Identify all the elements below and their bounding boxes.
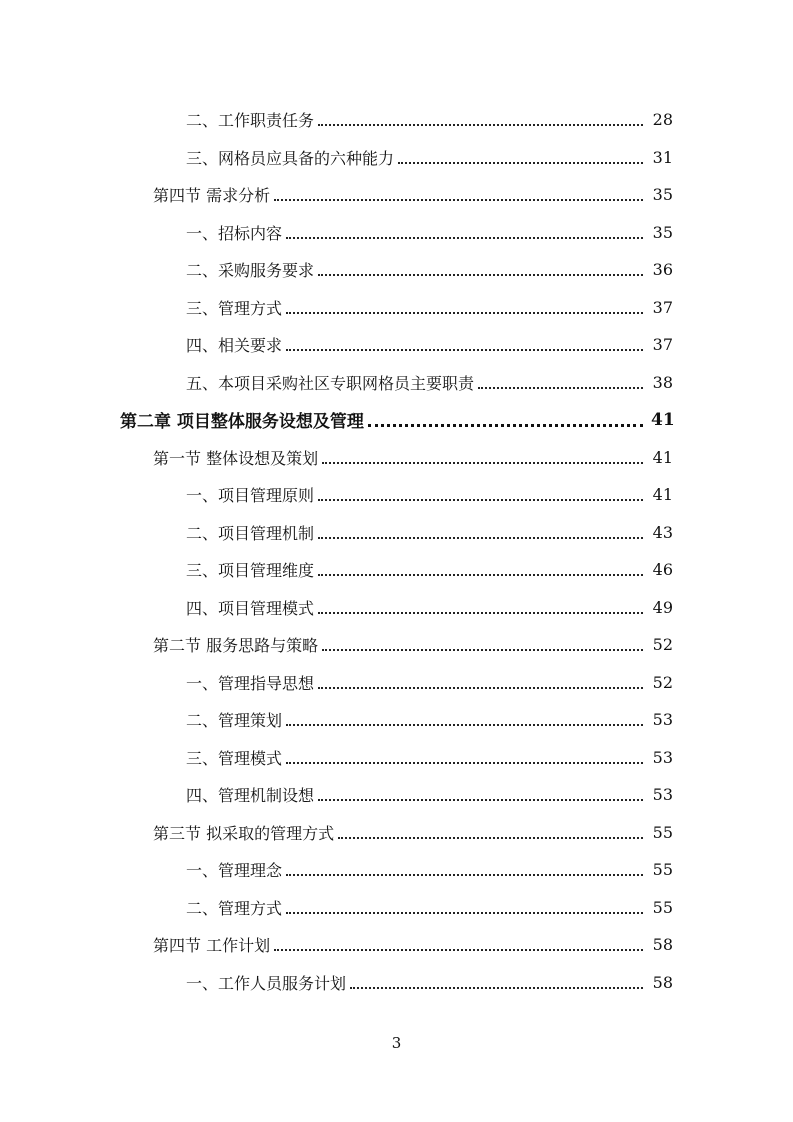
toc-entry-title: 第三节 拟采取的管理方式 [153, 823, 335, 843]
toc-entry-title: 二、管理策划 [186, 711, 283, 731]
toc-entry-title: 二、工作职责任务 [186, 111, 315, 131]
toc-entry[interactable] [0, 889, 793, 927]
toc-dot-leader [322, 461, 643, 464]
toc-dot-leader [318, 686, 643, 689]
toc-dot-leader [350, 986, 643, 989]
toc-entry-title: 三、项目管理维度 [186, 561, 315, 581]
toc-page-number: 31 [652, 147, 673, 167]
toc-page-number: 43 [652, 522, 673, 542]
toc-entry-title: 三、管理模式 [186, 748, 283, 768]
toc-entry[interactable] [0, 439, 793, 477]
toc-dot-leader [318, 611, 643, 614]
toc-entry-title: 第二节 服务思路与策略 [153, 636, 319, 656]
toc-page-number: 41 [652, 485, 673, 505]
toc-dot-leader [286, 873, 643, 876]
toc-page-number: 37 [652, 297, 673, 317]
toc-entry[interactable] [0, 251, 793, 289]
toc-entry-title: 一、项目管理原则 [186, 486, 315, 506]
toc-dot-leader [368, 423, 643, 427]
toc-dot-leader [286, 311, 643, 314]
toc-entry[interactable] [0, 551, 793, 589]
toc-dot-leader [274, 948, 643, 951]
toc-page-number: 41 [652, 447, 673, 467]
toc-entry-title: 四、项目管理模式 [186, 598, 315, 618]
toc-entry-title: 四、管理机制设想 [186, 786, 315, 806]
toc-page-number: 46 [652, 560, 673, 580]
toc-entry[interactable] [0, 176, 793, 214]
toc-page-number: 36 [652, 260, 673, 280]
toc-page-number: 49 [652, 597, 673, 617]
toc-dot-leader [286, 911, 643, 914]
toc-entry-title: 一、管理指导思想 [186, 673, 315, 693]
toc-page-number: 37 [652, 335, 673, 355]
toc-entry[interactable] [0, 626, 793, 664]
toc-entry[interactable] [0, 326, 793, 364]
toc-entry-title: 第二章 项目整体服务设想及管理 [120, 412, 364, 433]
toc-dot-leader [318, 273, 643, 276]
toc-entry-title: 二、采购服务要求 [186, 261, 315, 281]
toc-page-number: 52 [652, 635, 673, 655]
toc-entry[interactable] [0, 514, 793, 552]
toc-dot-leader [322, 648, 643, 651]
toc-entry-title: 一、工作人员服务计划 [186, 973, 347, 993]
toc-entry-title: 五、本项目采购社区专职网格员主要职责 [186, 373, 475, 393]
toc-entry-title: 三、网格员应具备的六种能力 [186, 148, 395, 168]
toc-entry[interactable] [0, 401, 793, 439]
toc-page-number: 35 [652, 222, 673, 242]
toc-dot-leader [286, 348, 643, 351]
toc-entry-title: 四、相关要求 [186, 336, 283, 356]
toc-entry[interactable] [0, 214, 793, 252]
toc-entry[interactable] [0, 776, 793, 814]
toc-entry-title: 二、管理方式 [186, 898, 283, 918]
toc-page-number: 55 [652, 897, 673, 917]
toc-entry[interactable] [0, 101, 793, 139]
toc-entry[interactable] [0, 289, 793, 327]
toc-entry-title: 第一节 整体设想及策划 [153, 448, 319, 468]
toc-entry[interactable] [0, 589, 793, 627]
toc-entry-title: 三、管理方式 [186, 298, 283, 318]
toc-page-number: 35 [652, 185, 673, 205]
toc-dot-leader [286, 236, 643, 239]
toc-entry[interactable] [0, 701, 793, 739]
toc-page-number: 52 [652, 672, 673, 692]
toc-entry-title: 一、招标内容 [186, 223, 283, 243]
toc-dot-leader [286, 723, 643, 726]
toc-entry-title: 一、管理理念 [186, 861, 283, 881]
toc-page-number: 58 [652, 972, 673, 992]
toc-dot-leader [478, 386, 643, 389]
toc-entry[interactable] [0, 814, 793, 852]
toc-page-number: 55 [652, 822, 673, 842]
toc-entry[interactable] [0, 851, 793, 889]
toc-dot-leader [338, 836, 643, 839]
toc-entry[interactable] [0, 364, 793, 402]
toc-dot-leader [318, 498, 643, 501]
toc-dot-leader [318, 123, 643, 126]
toc-page-number: 58 [652, 935, 673, 955]
toc-page-number: 41 [651, 409, 675, 430]
toc-entry[interactable] [0, 664, 793, 702]
toc-entry[interactable] [0, 139, 793, 177]
toc-dot-leader [398, 161, 643, 164]
table-of-contents [0, 101, 793, 1001]
toc-page-number: 53 [652, 747, 673, 767]
toc-entry[interactable] [0, 926, 793, 964]
toc-entry-title: 第四节 需求分析 [153, 186, 271, 206]
toc-entry-title: 二、项目管理机制 [186, 523, 315, 543]
toc-entry[interactable] [0, 964, 793, 1002]
toc-page-number: 53 [652, 785, 673, 805]
toc-page-number: 38 [652, 372, 673, 392]
toc-dot-leader [318, 536, 643, 539]
toc-dot-leader [286, 761, 643, 764]
toc-entry[interactable] [0, 739, 793, 777]
toc-entry[interactable] [0, 476, 793, 514]
toc-dot-leader [274, 198, 643, 201]
toc-page-number: 28 [652, 110, 673, 130]
toc-dot-leader [318, 798, 643, 801]
toc-dot-leader [318, 573, 643, 576]
toc-page-number: 55 [652, 860, 673, 880]
page-number: 3 [391, 1034, 402, 1052]
toc-page-number: 53 [652, 710, 673, 730]
toc-entry-title: 第四节 工作计划 [153, 936, 271, 956]
